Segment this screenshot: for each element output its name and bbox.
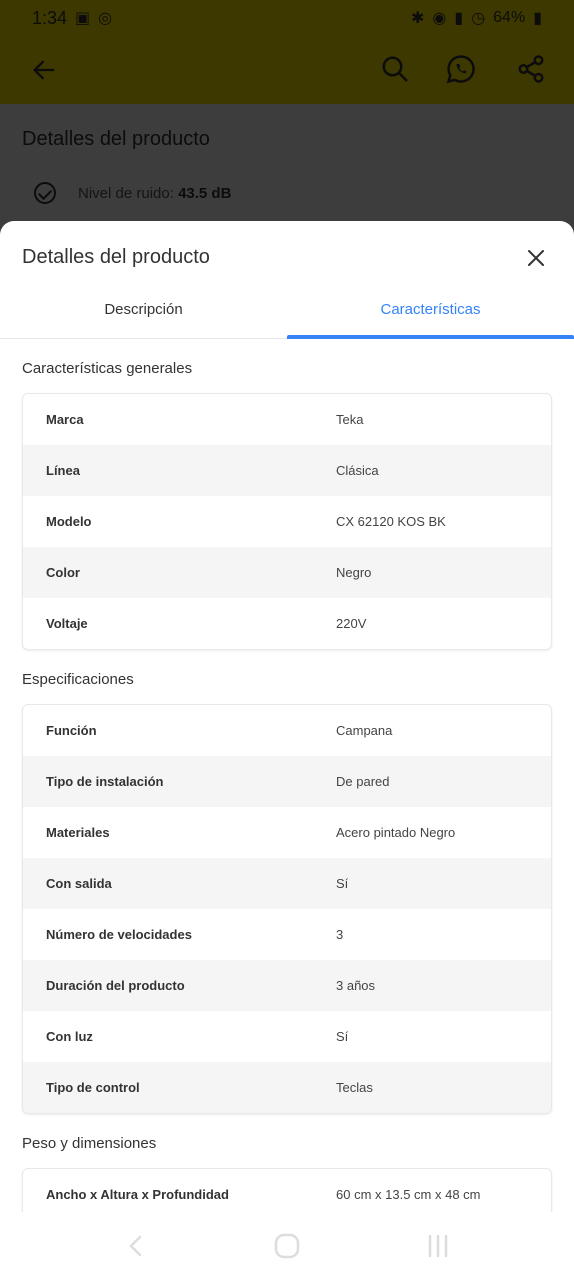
spec-value: Sí	[336, 876, 349, 891]
nav-home-button[interactable]	[267, 1226, 307, 1266]
spec-value: Negro	[336, 565, 372, 580]
table-row	[23, 1011, 551, 1062]
nav-home-icon	[272, 1231, 302, 1261]
sheet-header	[0, 221, 574, 291]
spec-value: Clásica	[336, 463, 379, 478]
nav-recents-button[interactable]	[418, 1226, 458, 1266]
spec-key: Tipo de control	[46, 1080, 140, 1095]
section-title: Especificaciones	[22, 671, 134, 688]
spec-key: Color	[46, 565, 80, 580]
table-row	[23, 705, 551, 756]
sheet-title: Detalles del producto	[22, 246, 210, 268]
spec-value: 3	[336, 927, 344, 942]
spec-key: Modelo	[46, 514, 92, 529]
section-title: Peso y dimensiones	[22, 1135, 157, 1152]
table-row	[23, 909, 551, 960]
table-row	[23, 1062, 551, 1113]
table-row	[23, 598, 551, 649]
spec-value: Sí	[336, 1029, 349, 1044]
product-details-sheet	[0, 221, 574, 1280]
spec-key: Materiales	[46, 825, 110, 840]
spec-value: Teka	[336, 412, 364, 427]
nav-back-icon	[126, 1234, 146, 1258]
table-row	[23, 756, 551, 807]
spec-key: Línea	[46, 463, 80, 478]
tab-bar	[0, 291, 574, 339]
spec-value: 220V	[336, 616, 367, 631]
nav-recents-icon	[425, 1234, 451, 1258]
table-row	[23, 807, 551, 858]
spec-value: CX 62120 KOS BK	[336, 514, 446, 529]
navigation-bar	[0, 1212, 574, 1280]
spec-value: 3 años	[336, 978, 376, 993]
tab-descripcion[interactable]: Descripción	[104, 301, 183, 318]
nav-back-button[interactable]	[116, 1226, 156, 1266]
spec-value: Campana	[336, 723, 393, 738]
sections-container	[0, 360, 574, 1221]
close-button[interactable]	[516, 243, 556, 273]
table-row	[23, 547, 551, 598]
spec-key: Número de velocidades	[46, 927, 192, 942]
spec-value: Acero pintado Negro	[336, 825, 456, 840]
close-icon	[527, 249, 545, 267]
spec-value: Teclas	[336, 1080, 373, 1095]
spec-key: Con salida	[46, 876, 112, 891]
spec-key: Función	[46, 723, 97, 738]
tab-caracteristicas[interactable]: Características	[287, 291, 574, 338]
spec-key: Voltaje	[46, 616, 88, 631]
spec-key: Marca	[46, 412, 84, 427]
section-title: Características generales	[22, 360, 193, 377]
table-row	[23, 496, 551, 547]
spec-key: Duración del producto	[46, 978, 185, 993]
table-row	[23, 445, 551, 496]
spec-value: De pared	[336, 774, 390, 789]
spec-key: Ancho x Altura x Profundidad	[46, 1187, 229, 1202]
table-row	[23, 858, 551, 909]
spec-key: Con luz	[46, 1029, 93, 1044]
spec-table	[22, 393, 552, 650]
spec-key: Tipo de instalación	[46, 774, 164, 789]
table-row	[23, 394, 551, 445]
table-row	[23, 960, 551, 1011]
spec-value: 60 cm x 13.5 cm x 48 cm	[336, 1187, 481, 1202]
spec-table	[22, 704, 552, 1114]
